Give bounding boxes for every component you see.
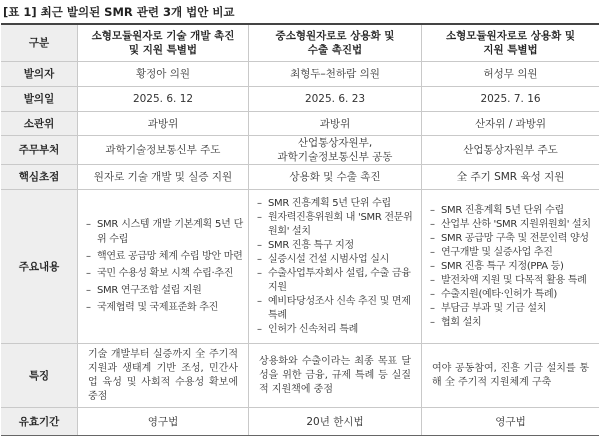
- content-list-item: – 부담금 부과 및 기금 설치: [430, 302, 594, 316]
- contents-list: [257, 197, 416, 337]
- header-bill-2: 중소형원자로로 상용화 및 수출 촉진법: [248, 25, 421, 62]
- header-bill-1: 소형모듈원자로 기술 개발 촉진 및 지원 특별법: [77, 25, 248, 62]
- contents-list: [430, 204, 594, 330]
- content-list-item: – 실증시설 건설 시범사업 실시: [257, 253, 416, 267]
- contents-list: [86, 217, 243, 317]
- sponsor-cell: 황정아 의원: [77, 62, 248, 87]
- sponsor-cell: 최형두–천하람 의원: [248, 62, 421, 87]
- content-list-item: – 산업부 산하 'SMR 지원위원회' 설치: [430, 218, 594, 232]
- ministry-cell: 산업통상자원부, 과학기술정보통신부 공동: [248, 136, 421, 165]
- features-cell: [421, 344, 599, 408]
- committee-cell: 과방위: [248, 112, 421, 136]
- content-list-item: – 수출사업투자회사 설립, 수출 금융 지원: [257, 267, 416, 295]
- row-label-committee: 소관위: [1, 112, 77, 136]
- row-label-validity: 유효기간: [1, 408, 77, 435]
- committee-cell: 과방위: [77, 112, 248, 136]
- content-list-item: – SMR 진흥계획 5년 단위 수립: [430, 204, 594, 218]
- content-list-item: – SMR 시스템 개발 기본계획 5년 단위 수립: [86, 217, 243, 247]
- date-cell: 2025. 7. 16: [421, 87, 599, 112]
- content-list-item: – SMR 진흥계획 5년 단위 수립: [257, 197, 416, 211]
- validity-cell: 20년 한시법: [248, 408, 421, 435]
- header-label: 구분: [1, 25, 77, 62]
- row-label-date: 발의일: [1, 87, 77, 112]
- features-text: 기술 개발부터 실증까지 全 주기적 지원과 생태계 기반 조성, 민간사업 육성 및 사회적 수용성 확보에 중점: [88, 348, 238, 402]
- ministry-cell: 산업통상자원부 주도: [421, 136, 599, 165]
- content-list-item: – SMR 진흥 특구 지정: [257, 239, 416, 253]
- content-list-item: – 협회 설치: [430, 316, 594, 330]
- content-list-item: – 연구개발 및 실증사업 추진: [430, 246, 594, 260]
- content-list-item: – 국제협력 및 국제표준화 추진: [86, 300, 243, 315]
- table-caption: [표 1] 최근 발의된 SMR 관련 3개 법안 비교: [3, 5, 235, 19]
- contents-cell: [421, 190, 599, 344]
- focus-cell: 상용화 및 수출 촉진: [248, 165, 421, 190]
- row-label-sponsor: 발의자: [1, 62, 77, 87]
- features-cell: [77, 344, 248, 408]
- content-list-item: – SMR 진흥 특구 지정(PPA 등): [430, 260, 594, 274]
- row-label-ministry: 주무부처: [1, 136, 77, 165]
- date-cell: 2025. 6. 12: [77, 87, 248, 112]
- features-text: 여야 공동참여, 진흥 기금 설치를 통해 全 주기적 지원체계 구축: [432, 362, 589, 388]
- focus-cell: 원자로 기술 개발 및 실증 지원: [77, 165, 248, 190]
- row-label-features: 특징: [1, 344, 77, 408]
- committee-cell: 산자위 / 과방위: [421, 112, 599, 136]
- content-list-item: – 국민 수용성 확보 시책 수립·추진: [86, 266, 243, 281]
- validity-cell: 영구법: [421, 408, 599, 435]
- content-list-item: – 수출지원(예타·인허가 특례): [430, 288, 594, 302]
- content-list-item: – 핵연료 공급망 체계 수립 방안 마련: [86, 249, 243, 264]
- content-list-item: – 발전차액 지원 및 다목적 활용 특례: [430, 274, 594, 288]
- row-label-contents: 주요내용: [1, 190, 77, 344]
- ministry-cell: 과학기술정보통신부 주도: [77, 136, 248, 165]
- content-list-item: – 인허가 신속처리 특례: [257, 323, 416, 337]
- content-list-item: – 원자력진흥위원회 내 'SMR 전문위원회' 설치: [257, 211, 416, 239]
- content-list-item: – SMR 연구조합 설립 지원: [86, 283, 243, 298]
- features-text: 상용화와 수출이라는 최종 목표 달성을 위한 금융, 규제 특례 등 실질적 지원책에 중점: [259, 355, 411, 395]
- contents-cell: [77, 190, 248, 344]
- features-cell: [248, 344, 421, 408]
- row-label-focus: 핵심초점: [1, 165, 77, 190]
- contents-cell: [248, 190, 421, 344]
- validity-cell: 영구법: [77, 408, 248, 435]
- bill-comparison-table: [1, 23, 599, 436]
- focus-cell: 全 주기 SMR 육성 지원: [421, 165, 599, 190]
- content-list-item: – 예비타당성조사 신속 추진 및 면제 특례: [257, 295, 416, 323]
- content-list-item: – SMR 공급망 구축 및 전문인력 양성: [430, 232, 594, 246]
- date-cell: 2025. 6. 23: [248, 87, 421, 112]
- header-bill-3: 소형모듈원자로로 상용화 및 지원 특별법: [421, 25, 599, 62]
- sponsor-cell: 허성무 의원: [421, 62, 599, 87]
